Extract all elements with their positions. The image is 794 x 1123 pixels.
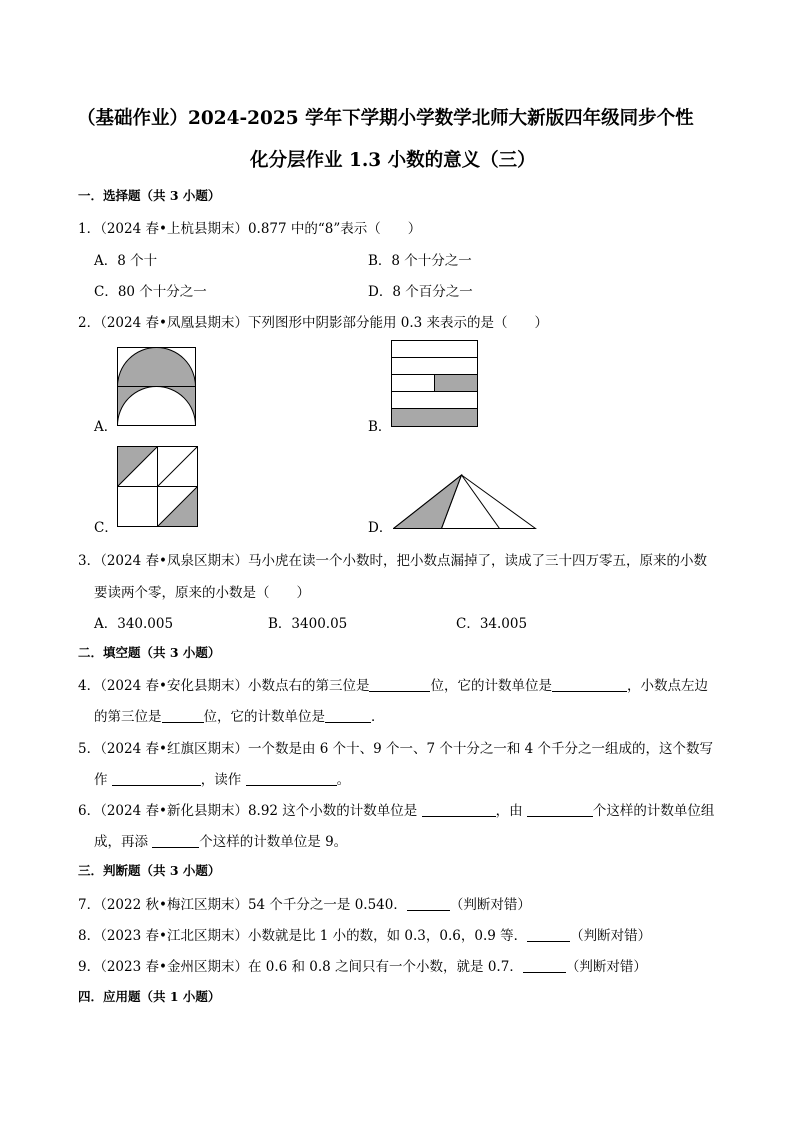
question-7	[78, 893, 531, 913]
question-7-hint: （判断对错）	[449, 897, 531, 913]
answer-blank[interactable]	[162, 708, 204, 723]
question-4-part1: 4．（2024 春•安化县期末）小数点右的第三位是	[78, 678, 370, 694]
question-4-part6: ．	[371, 709, 385, 725]
question-4-part4: 的第三位是	[94, 709, 162, 725]
question-6-part4: 成，再添	[94, 834, 153, 850]
figure-d-triangle	[393, 474, 537, 530]
answer-blank[interactable]	[369, 677, 430, 692]
answer-blank[interactable]	[523, 958, 566, 973]
question-9-hint: （判断对错）	[565, 959, 647, 975]
question-7-text: 7．（2022 秋•梅江区期末）54 个千分之一是 0.540．	[78, 897, 407, 913]
question-6-part3: 个这样的计数单位组	[592, 803, 715, 819]
question-5-part1: 作	[94, 772, 112, 788]
question-1-option-a[interactable]: A．8 个十	[94, 253, 158, 269]
answer-blank[interactable]	[527, 802, 593, 817]
question-2-option-b[interactable]: B．	[368, 419, 392, 435]
question-8	[78, 924, 651, 944]
question-6-line2	[94, 830, 347, 850]
question-1-text: 1．（2024 春•上杭县期末）0.877 中的“8”表示（ ）	[78, 221, 422, 237]
question-4-part2: 位，它的计数单位是	[430, 678, 552, 694]
figure-c-triangles	[117, 446, 199, 528]
question-3-option-b[interactable]: B．3400.05	[268, 616, 348, 632]
question-4-part3: ，小数点左边	[626, 678, 708, 694]
question-9-text: 9．（2023 春•金州区期末）在 0.6 和 0.8 之间只有一个小数，就是 0.7．	[78, 959, 523, 975]
answer-blank[interactable]	[407, 896, 450, 911]
question-2-option-a[interactable]: A．	[94, 419, 118, 435]
answer-blank[interactable]	[325, 708, 371, 723]
question-6-part1: 6．（2024 春•新化县期末）8.92 这个小数的计数单位是	[78, 803, 422, 819]
question-2-option-d[interactable]: D．	[368, 520, 393, 536]
figure-a-semicircles	[117, 347, 197, 427]
question-5-line2	[94, 768, 350, 788]
question-3-text-line1: 3．（2024 春•凤泉区期末）马小虎在读一个小数时，把小数点漏掉了，读成了三十四万零五，原来的小数	[78, 553, 707, 569]
figure-b-strips	[391, 340, 479, 428]
question-2-option-c[interactable]: C．	[94, 520, 118, 536]
answer-blank[interactable]	[552, 677, 627, 692]
question-6-part2: ，由	[495, 803, 527, 819]
section-heading-application: 四．应用题（共 1 小题）	[78, 989, 221, 1004]
answer-blank[interactable]	[422, 802, 496, 817]
question-6-line1	[78, 799, 714, 819]
section-heading-choice: 一．选择题（共 3 小题）	[78, 188, 221, 203]
answer-blank[interactable]	[152, 833, 199, 848]
question-1-option-c[interactable]: C．80 个十分之一	[94, 284, 207, 300]
question-1-option-d[interactable]: D．8 个百分之一	[368, 284, 473, 300]
question-3-option-c[interactable]: C．34.005	[456, 616, 528, 632]
page-title-line1: （基础作业）2024-2025 学年下学期小学数学北师大新版四年级同步个性	[77, 108, 694, 129]
question-5-line1: 5．（2024 春•红旗区期末）一个数是由 6 个十、9 个一、7 个十分之一和 4 个千分之一组成的，这个数写	[78, 741, 714, 757]
answer-blank[interactable]	[112, 771, 201, 786]
question-5-part3: 。	[336, 772, 351, 788]
question-3-text-line2: 要读两个零，原来的小数是（ ）	[94, 585, 310, 601]
section-heading-judge: 三．判断题（共 3 小题）	[78, 863, 221, 878]
section-heading-fill: 二．填空题（共 3 小题）	[78, 645, 221, 660]
answer-blank[interactable]	[246, 771, 337, 786]
question-8-hint: （判断对错）	[570, 928, 652, 944]
question-2-text: 2．（2024 春•凤凰县期末）下列图形中阴影部分能用 0.3 来表示的是（ ）	[78, 315, 549, 331]
question-3-option-a[interactable]: A．340.005	[94, 616, 174, 632]
question-4-line1	[78, 674, 708, 694]
page-title-line2: 化分层作业 1.3 小数的意义（三）	[250, 150, 536, 171]
question-4-line2	[94, 705, 385, 725]
question-9	[78, 955, 647, 975]
question-8-text: 8．（2023 春•江北区期末）小数就是比 1 小的数，如 0.3，0.6，0.9 等．	[78, 928, 528, 944]
question-4-part5: 位，它的计数单位是	[203, 709, 325, 725]
question-1-option-b[interactable]: B．8 个十分之一	[368, 253, 472, 269]
answer-blank[interactable]	[527, 927, 570, 942]
question-5-part2: ，读作	[200, 772, 246, 788]
question-6-part5: 个这样的计数单位是 9。	[199, 834, 348, 850]
